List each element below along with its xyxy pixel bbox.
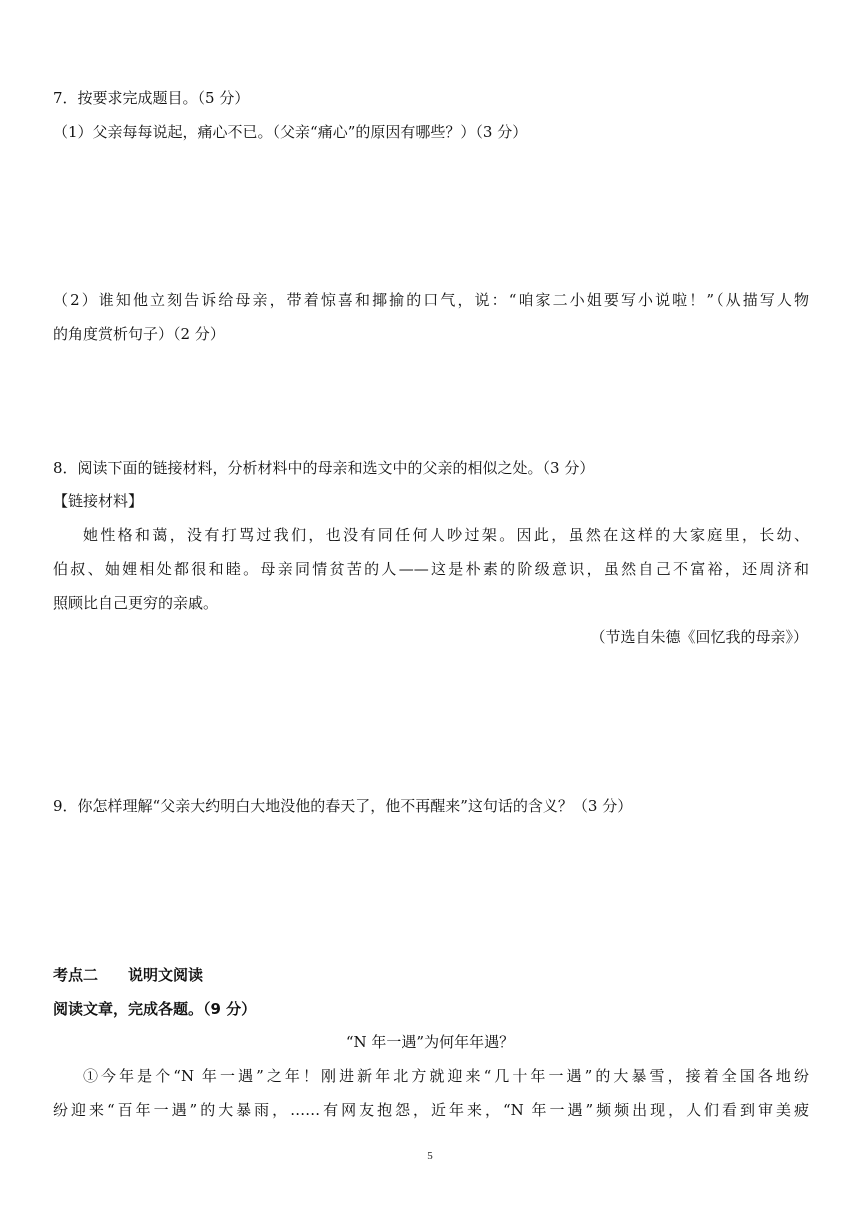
page-number: 5 [427, 1150, 433, 1162]
section-2-instruction: 阅读文章，完成各题。（9 分） [53, 1000, 257, 1018]
article-title: “N 年一遇”为何年年遇？ [345, 1033, 515, 1051]
material-line-1: 她性格和蔼，没有打骂过我们，也没有同任何人吵过架。因此，虽然在这样的大家庭里，长幼、 [83, 526, 809, 544]
material-line-3: 照顾比自己更穷的亲戚。 [53, 594, 219, 612]
question-8-title: 8．阅读下面的链接材料，分析材料中的母亲和选文中的父亲的相似之处。（3 分） [53, 459, 595, 477]
question-9-title: 9．你怎样理解“父亲大约明白大地没他的春天了，他不再醒来”这句话的含义？（3 分） [53, 797, 633, 815]
material-source: （节选自朱德《回忆我的母亲》） [590, 628, 808, 646]
question-7-sub2-line1: （2）谁知他立刻告诉给母亲，带着惊喜和揶揄的口气，说：“咱家二小姐要写小说啦！”（从描写人物 [53, 291, 809, 309]
section-2-heading: 考点二 说明文阅读 [53, 966, 204, 984]
article-para-1-line-2: 纷迎来“百年一遇”的大暴雨，……有网友抱怨，近年来，“N 年一遇”频频出现，人们看到审美疲 [53, 1101, 809, 1119]
question-7-title: 7．按要求完成题目。（5 分） [53, 89, 250, 107]
material-line-2: 伯叔、妯娌相处都很和睦。母亲同情贫苦的人——这是朴素的阶级意识，虽然自己不富裕，还周济和 [53, 560, 809, 578]
question-7-sub2-line2: 的角度赏析句子）（2 分） [53, 325, 225, 343]
material-heading: 【链接材料】 [53, 492, 144, 510]
article-para-1-line-1: ①今年是个“N 年一遇”之年！刚进新年北方就迎来“几十年一遇”的大暴雪，接着全国各地纷 [83, 1067, 809, 1085]
question-7-sub1: （1）父亲每每说起，痛心不已。（父亲“痛心”的原因有哪些？）（3 分） [53, 123, 528, 141]
